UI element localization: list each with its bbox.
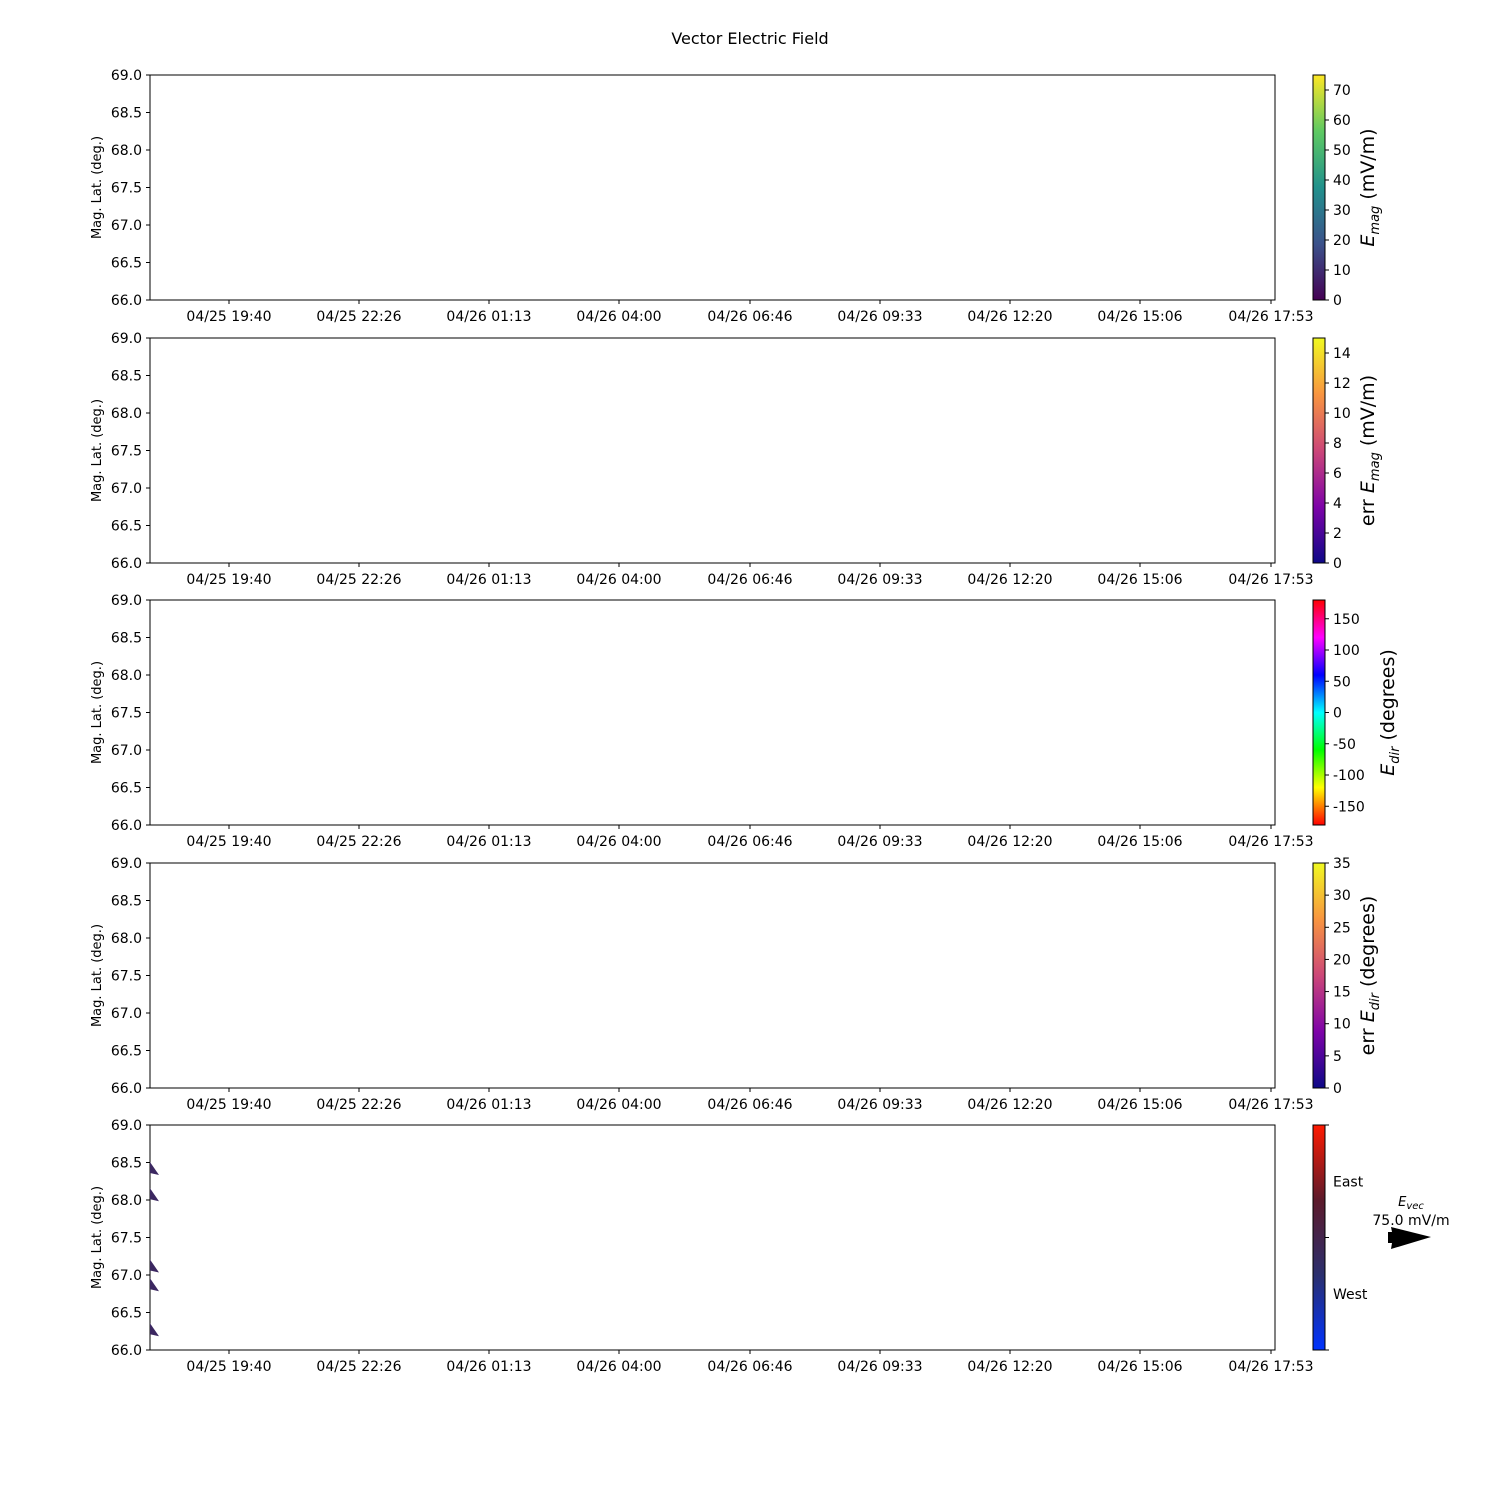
- x-tick-label: 04/26 06:46: [707, 1359, 793, 1375]
- colorbar-label-part: dir: [1368, 993, 1383, 1011]
- y-tick-label: 67.5: [110, 968, 142, 985]
- y-tick-label: 69.0: [110, 68, 142, 84]
- colorbar-tick-label: 10: [1333, 406, 1351, 422]
- y-tick-label: 67.0: [110, 743, 142, 759]
- colorbar-label-part: err: [1357, 493, 1379, 527]
- x-tick-label: 04/26 01:13: [446, 572, 532, 588]
- colorbar-tick-label: 12: [1333, 376, 1351, 392]
- y-axis-label: Mag. Lat. (deg.): [90, 923, 105, 1028]
- quiver-key-symbol: [1398, 1195, 1424, 1212]
- y-axis-label: Mag. Lat. (deg.): [90, 660, 105, 765]
- y-tick-label: 68.0: [110, 143, 142, 159]
- y-tick-label: 66.0: [110, 556, 142, 572]
- y-tick-label: 66.0: [110, 1343, 142, 1359]
- colorbar-tick-label: 150: [1333, 611, 1360, 628]
- panel-2: [90, 331, 1383, 588]
- x-tick-label: 04/25 22:26: [316, 309, 402, 325]
- y-tick-label: 69.0: [110, 856, 142, 872]
- colorbar: [1313, 338, 1325, 563]
- y-tick-label: 66.5: [110, 518, 142, 535]
- colorbar-label-part: E: [1357, 1010, 1379, 1023]
- x-tick-label: 04/26 04:00: [576, 1359, 662, 1375]
- plot-area: [150, 75, 1275, 300]
- x-tick-label: 04/25 19:40: [186, 1359, 272, 1375]
- x-tick-label: 04/26 15:06: [1097, 309, 1183, 325]
- y-tick-label: 66.5: [110, 255, 142, 272]
- x-tick-label: 04/26 17:53: [1228, 1097, 1314, 1113]
- x-tick-label: 04/26 15:06: [1097, 1097, 1183, 1113]
- x-tick-label: 04/26 04:00: [576, 1097, 662, 1113]
- y-tick-label: 66.5: [110, 780, 142, 797]
- x-tick-label: 04/26 12:20: [967, 1359, 1053, 1375]
- colorbar-tick-label: 4: [1333, 496, 1342, 512]
- colorbar-tick-label: -100: [1333, 768, 1365, 784]
- quiver-key-value: 75.0 mV/m: [1372, 1213, 1450, 1229]
- colorbar-label-part: dir: [1388, 746, 1403, 764]
- x-tick-label: 04/26 01:13: [446, 834, 532, 850]
- x-tick-label: 04/26 12:20: [967, 572, 1053, 588]
- colorbar-tick-label: 30: [1333, 203, 1351, 219]
- colorbar-tick-label: 0: [1333, 705, 1342, 722]
- x-tick-label: 04/25 19:40: [186, 1097, 272, 1113]
- quiver-key-arrow: [1388, 1227, 1431, 1249]
- colorbar-label: [1357, 375, 1383, 526]
- y-tick-label: 67.5: [110, 443, 142, 460]
- quiver-key-symbol-sub: vec: [1406, 1201, 1424, 1212]
- x-tick-label: 04/25 22:26: [316, 1097, 402, 1113]
- x-tick-label: 04/25 22:26: [316, 1359, 402, 1375]
- x-tick-label: 04/26 15:06: [1097, 572, 1183, 588]
- colorbar-tick-label: 50: [1333, 674, 1351, 691]
- colorbar-label-part: (degrees): [1357, 895, 1379, 994]
- y-tick-label: 68.5: [110, 105, 142, 122]
- x-tick-label: 04/26 09:33: [837, 1097, 923, 1113]
- colorbar: [1313, 863, 1325, 1088]
- colorbar-label-text: [1377, 649, 1403, 776]
- colorbar-label-text: [1357, 128, 1383, 246]
- colorbar-label-part: mag: [1368, 452, 1383, 482]
- y-tick-label: 66.5: [110, 1305, 142, 1322]
- colorbar-tick-label: 100: [1333, 643, 1360, 659]
- colorbar-tick-label: 20: [1333, 952, 1351, 969]
- y-axis-label: Mag. Lat. (deg.): [90, 1185, 105, 1290]
- x-tick-label: 04/25 19:40: [186, 309, 272, 325]
- colorbar-label-text: [1357, 375, 1383, 526]
- colorbar-tick-label: 15: [1333, 984, 1351, 1001]
- x-tick-label: 04/25 22:26: [316, 834, 402, 850]
- x-tick-label: 04/26 17:53: [1228, 572, 1314, 588]
- x-tick-label: 04/26 09:33: [837, 1359, 923, 1375]
- colorbar-label: [1357, 896, 1383, 1056]
- x-tick-label: 04/26 12:20: [967, 834, 1053, 850]
- y-tick-label: 68.5: [110, 368, 142, 385]
- x-tick-label: 04/26 04:00: [576, 572, 662, 588]
- colorbar-tick-label: 25: [1333, 920, 1351, 937]
- colorbar: [1313, 75, 1325, 300]
- y-tick-label: 68.0: [110, 1193, 142, 1209]
- x-tick-label: 04/25 19:40: [186, 834, 272, 850]
- colorbar-tick-label: 10: [1333, 263, 1351, 279]
- x-tick-label: 04/25 19:40: [186, 572, 272, 588]
- y-tick-label: 68.5: [110, 1155, 142, 1172]
- colorbar-tick-label: 0: [1333, 1081, 1342, 1097]
- x-tick-label: 04/26 01:13: [446, 1359, 532, 1375]
- plot-area: [150, 863, 1275, 1088]
- y-tick-label: 69.0: [110, 331, 142, 347]
- x-tick-label: 04/26 09:33: [837, 834, 923, 850]
- colorbar-tick-label: 0: [1333, 556, 1342, 572]
- colorbar-tick-label: 6: [1333, 466, 1342, 482]
- colorbar-label-part: E: [1377, 763, 1399, 776]
- y-tick-label: 67.0: [110, 1268, 142, 1284]
- x-tick-label: 04/26 17:53: [1228, 1359, 1314, 1375]
- colorbar-label-part: (mV/m): [1357, 374, 1379, 453]
- x-tick-label: 04/26 06:46: [707, 572, 793, 588]
- y-tick-label: 68.5: [110, 630, 142, 647]
- y-tick-label: 66.0: [110, 818, 142, 834]
- colorbar: [1313, 1125, 1325, 1350]
- y-axis-label: Mag. Lat. (deg.): [90, 135, 105, 240]
- y-tick-label: 66.5: [110, 1043, 142, 1060]
- y-tick-label: 68.0: [110, 668, 142, 684]
- y-tick-label: 66.0: [110, 1081, 142, 1097]
- colorbar-tick-label: 2: [1333, 526, 1342, 542]
- colorbar-label-part: (mV/m): [1357, 128, 1379, 206]
- panel-4: [90, 856, 1383, 1113]
- colorbar-tick-label: -150: [1333, 799, 1365, 816]
- x-tick-label: 04/26 04:00: [576, 309, 662, 325]
- colorbar-label: [1377, 649, 1403, 776]
- colorbar-tick-label: 10: [1333, 1016, 1351, 1033]
- colorbar-tick-label: 8: [1333, 436, 1342, 452]
- colorbar-tick-label: 0: [1333, 293, 1342, 309]
- colorbar-tick-label: 35: [1333, 856, 1351, 872]
- colorbar-label-text: [1357, 896, 1383, 1056]
- colorbar-tick-label: -50: [1333, 736, 1356, 753]
- y-tick-label: 66.0: [110, 293, 142, 309]
- panel-3: [90, 593, 1403, 850]
- plot-area: [150, 338, 1275, 563]
- y-tick-label: 68.5: [110, 893, 142, 910]
- colorbar-label-part: (degrees): [1377, 649, 1399, 747]
- colorbar-tick-label: 20: [1333, 233, 1351, 249]
- y-tick-label: 67.5: [110, 1230, 142, 1247]
- colorbar-tick-label: 50: [1333, 143, 1351, 159]
- x-tick-label: 04/26 06:46: [707, 309, 793, 325]
- x-tick-label: 04/26 06:46: [707, 834, 793, 850]
- panel-5: [90, 1118, 1450, 1375]
- x-tick-label: 04/26 17:53: [1228, 834, 1314, 850]
- colorbar-tick-label: East: [1333, 1174, 1364, 1191]
- y-tick-label: 68.0: [110, 931, 142, 947]
- x-tick-label: 04/26 06:46: [707, 1097, 793, 1113]
- x-tick-label: 04/26 01:13: [446, 1097, 532, 1113]
- colorbar-tick-label: 70: [1333, 83, 1351, 99]
- plot-area: [150, 1125, 1275, 1350]
- colorbar-label-part: E: [1357, 234, 1379, 247]
- y-tick-label: 69.0: [110, 1118, 142, 1134]
- y-tick-label: 69.0: [110, 593, 142, 609]
- plot-area: [150, 600, 1275, 825]
- colorbar-tick-label: 14: [1333, 346, 1351, 362]
- panel-1: [90, 68, 1383, 325]
- y-axis-label: Mag. Lat. (deg.): [90, 398, 105, 503]
- x-tick-label: 04/26 09:33: [837, 572, 923, 588]
- x-tick-label: 04/26 04:00: [576, 834, 662, 850]
- y-tick-label: 67.0: [110, 218, 142, 234]
- x-tick-label: 04/25 22:26: [316, 572, 402, 588]
- y-tick-label: 67.5: [110, 705, 142, 722]
- y-tick-label: 67.5: [110, 180, 142, 197]
- colorbar: [1313, 600, 1325, 825]
- colorbar-label: [1357, 128, 1383, 246]
- colorbar-label-part: E: [1357, 481, 1379, 494]
- quiver-key-symbol-main: E: [1398, 1195, 1407, 1210]
- x-tick-label: 04/26 01:13: [446, 309, 532, 325]
- colorbar-tick-label: 60: [1333, 113, 1351, 129]
- x-tick-label: 04/26 17:53: [1228, 309, 1314, 325]
- x-tick-label: 04/26 09:33: [837, 309, 923, 325]
- x-tick-label: 04/26 15:06: [1097, 834, 1183, 850]
- figure-title: Vector Electric Field: [671, 29, 829, 48]
- colorbar-label-part: err: [1357, 1022, 1379, 1056]
- y-tick-label: 67.0: [110, 481, 142, 497]
- x-tick-label: 04/26 12:20: [967, 309, 1053, 325]
- colorbar-tick-label: 40: [1333, 173, 1351, 189]
- y-tick-label: 67.0: [110, 1006, 142, 1022]
- x-tick-label: 04/26 12:20: [967, 1097, 1053, 1113]
- colorbar-label-part: mag: [1368, 205, 1383, 235]
- y-tick-label: 68.0: [110, 406, 142, 422]
- colorbar-tick-label: 5: [1333, 1048, 1342, 1065]
- colorbar-tick-label: 30: [1333, 888, 1351, 905]
- colorbar-tick-label: West: [1333, 1286, 1368, 1303]
- x-tick-label: 04/26 15:06: [1097, 1359, 1183, 1375]
